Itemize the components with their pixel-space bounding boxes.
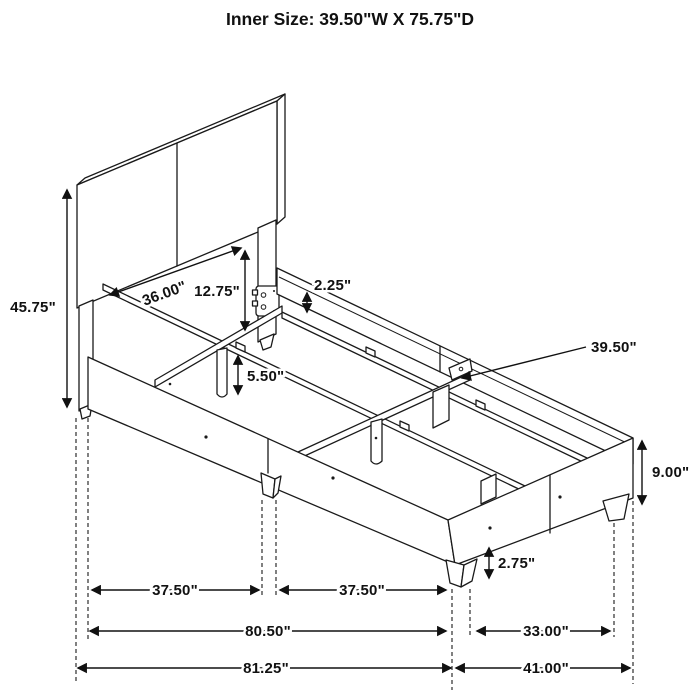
dim-label-overall-length: 81.25" [243,660,289,677]
dim-label-foot-leg-height: 2.75" [498,555,536,572]
dim-label-foot-inner-span: 33.00" [523,623,569,640]
dim-label-inner-width: 39.50" [591,339,637,356]
support-plate-leg [433,385,449,428]
page-title: Inner Size: 39.50"W X 75.75"D [225,9,475,29]
dim-label-leg-to-leg-length: 80.50" [245,623,291,640]
extension-lines [76,418,633,690]
near-side-rail [88,357,455,565]
dim-label-side-rail-height: 9.00" [652,464,690,481]
dim-label-head-leg-span: 37.50" [152,582,198,599]
dim-label-center-leg-height: 5.50" [247,368,285,385]
support-leg-cylinder-2 [371,419,382,464]
headboard [77,94,285,308]
dim-label-overall-width: 41.00" [523,660,569,677]
dim-label-panel-width: 36.00" [140,277,189,310]
dim-label-headboard-height: 45.75" [10,299,56,316]
far-rail-ledge [279,277,633,446]
dim-label-headboard-to-slat: 12.75" [194,283,240,300]
headboard-side-edge [277,94,285,224]
support-leg-cylinder-1 [217,348,227,397]
dim-label-rail-offset: 2.25" [314,277,352,294]
dim-label-foot-leg-span: 37.50" [339,582,385,599]
dim-leader-inner-width [462,347,586,378]
